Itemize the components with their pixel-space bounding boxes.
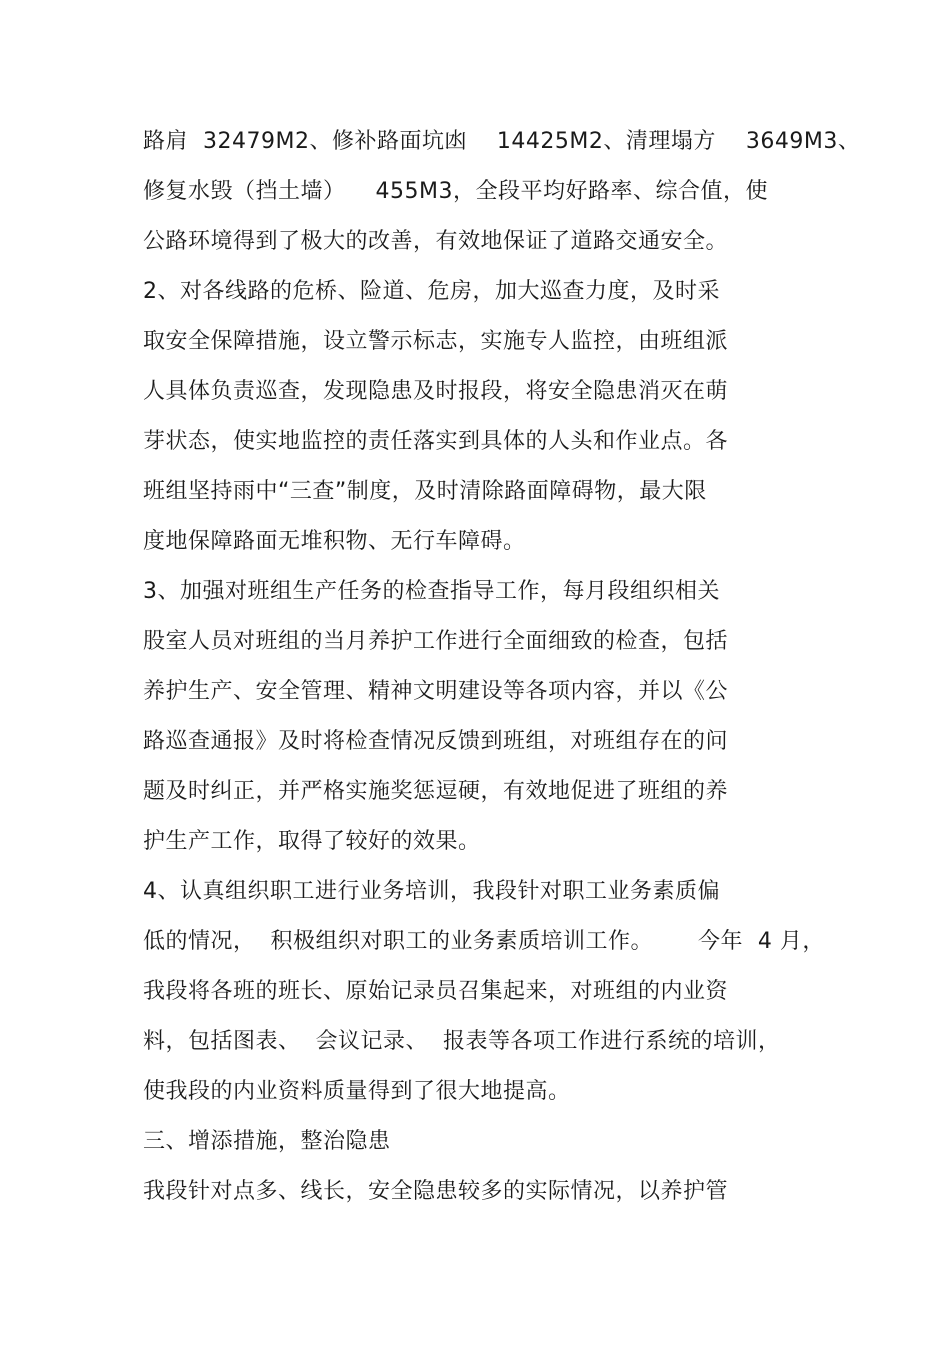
- text-line: 人具体负责巡查，发现隐患及时报段，将安全隐患消灭在萌: [143, 379, 729, 404]
- text-line: 修复水毁（挡土墙） 455M3，全段平均好路率、综合值，使: [143, 179, 768, 204]
- text-line: 我段针对点多、线长，安全隐患较多的实际情况，以养护管: [143, 1179, 729, 1204]
- text-line: 题及时纠正，并严格实施奖惩逗硬，有效地促进了班组的养: [143, 779, 729, 804]
- text-line: 料，包括图表、 会议记录、 报表等各项工作进行系统的培训，: [143, 1029, 781, 1054]
- text-line: 2、对各线路的危桥、险道、危房，加大巡查力度，及时采: [143, 279, 720, 304]
- text-line: 公路环境得到了极大的改善，有效地保证了道路交通安全。: [143, 229, 729, 254]
- text-line: 股室人员对班组的当月养护工作进行全面细致的检查，包括: [143, 629, 729, 654]
- text-line: 班组坚持雨中“三查”制度，及时清除路面障碍物，最大限: [143, 479, 707, 504]
- text-line: 3、加强对班组生产任务的检查指导工作，每月段组织相关: [143, 579, 720, 604]
- text-line: 我段将各班的班长、原始记录员召集起来，对班组的内业资: [143, 979, 729, 1004]
- text-line: 养护生产、安全管理、精神文明建设等各项内容，并以《公: [143, 679, 729, 704]
- section-heading: 三、增添措施，整治隐患: [143, 1129, 391, 1154]
- text-line: 路巡查通报》及时将检查情况反馈到班组，对班组存在的问: [143, 729, 729, 754]
- text-line: 使我段的内业资料质量得到了很大地提高。: [143, 1079, 571, 1104]
- text-line: 路肩 32479M2、修补路面坑凼 14425M2、清理塌方 3649M3、: [143, 129, 861, 154]
- text-line: 护生产工作，取得了较好的效果。: [143, 829, 481, 854]
- text-line: 取安全保障措施，设立警示标志，实施专人监控，由班组派: [143, 329, 729, 354]
- text-line: 4、认真组织职工进行业务培训，我段针对职工业务素质偏: [143, 879, 720, 904]
- text-line: 度地保障路面无堆积物、无行车障碍。: [143, 529, 526, 554]
- text-line: 芽状态，使实地监控的责任落实到具体的人头和作业点。各: [143, 429, 729, 454]
- text-line: 低的情况， 积极组织对职工的业务素质培训工作。 今年 4 月，: [143, 929, 825, 954]
